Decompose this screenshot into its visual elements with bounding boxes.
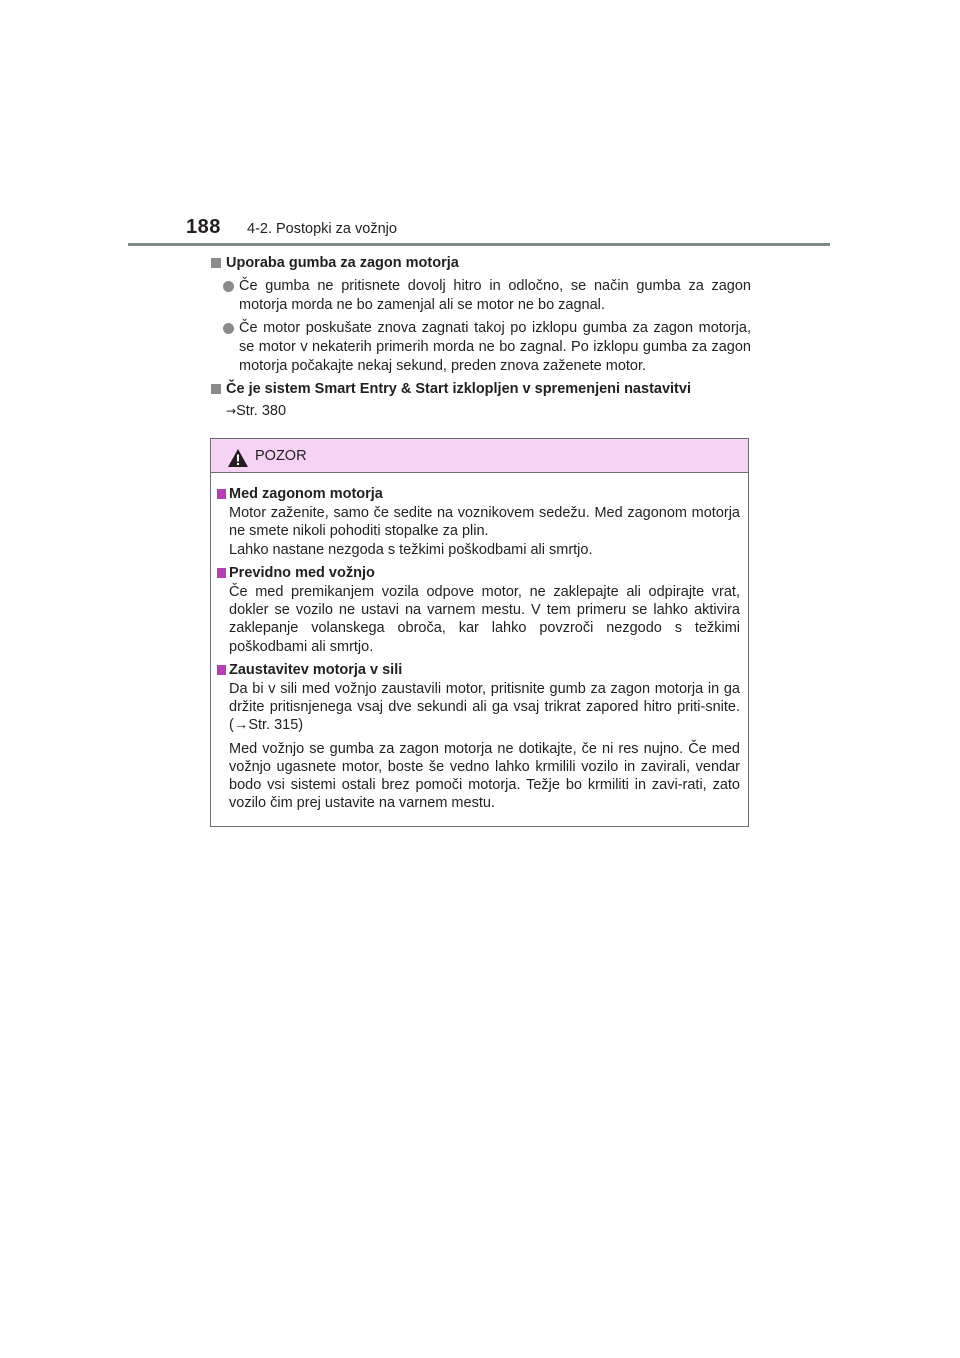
square-bullet-icon bbox=[217, 489, 226, 499]
square-bullet-icon bbox=[211, 384, 221, 394]
section-heading: Uporaba gumba za zagon motorja bbox=[211, 254, 751, 273]
list-item: Če motor poskušate znova zagnati takoj po izklopu gumba za zagon motorja, se motor v nekaterih primerih morda ne bo zagnal. Po izklopu gumba za zagon motorja počakajte nekaj sekund, preden znova zaženete motor. bbox=[211, 319, 751, 376]
warning-paragraph: Če med premikanjem vozila odpove motor, ne zaklepajte ali odpirajte vrat, dokler se vozilo ne ustavi na varnem mestu. V tem primeru se lahko aktivira zaklepanje volanskega obroča, kar lahko povzroči nezgodo s težkimi poškodbami ali smrtjo. bbox=[229, 584, 740, 655]
warning-heading: Med zagonom motorja bbox=[217, 485, 740, 503]
square-bullet-icon bbox=[217, 665, 226, 675]
list-item: Če gumba ne pritisnete dovolj hitro in odločno, se način gumba za zagon motorja morda ne bo zamenjal ali se motor ne bo zagnal. bbox=[211, 277, 751, 315]
arrow-right-icon: → bbox=[226, 404, 237, 418]
warning-heading: Zaustavitev motorja v sili bbox=[217, 661, 740, 679]
section-heading: Če je sistem Smart Entry & Start izklopljen v spremenjeni nastavitvi bbox=[211, 380, 751, 399]
page-number: 188 bbox=[186, 216, 221, 238]
warning-box bbox=[210, 438, 749, 827]
main-content bbox=[211, 254, 751, 421]
warning-heading: Previdno med vožnjo bbox=[217, 564, 740, 582]
warning-label: POZOR bbox=[255, 448, 307, 464]
header-divider bbox=[128, 243, 830, 246]
square-bullet-icon bbox=[217, 568, 226, 578]
warning-paragraph: Med vožnjo se gumba za zagon motorja ne dotikajte, če ni res nujno. Če med vožnjo ugasnete motor, boste še vedno lahko krmilili vozilo in zavirali, vendar bodo vsi sistemi ostali brez pomoči motorja. Težje bo krmiliti in zavi-rati, zato vozilo čim prej ustavite na varnem mestu. bbox=[229, 740, 740, 812]
section-title: 4-2. Postopki za vožnjo bbox=[247, 221, 397, 237]
page-reference-link[interactable]: →Str. 380 bbox=[226, 403, 287, 419]
circle-bullet-icon bbox=[223, 281, 234, 292]
warning-header bbox=[211, 439, 748, 473]
warning-body bbox=[217, 485, 740, 817]
circle-bullet-icon bbox=[223, 323, 234, 334]
warning-paragraph: Motor zaženite, samo če sedite na voznikovem sedežu. Med zagonom motorja ne smete nikoli pohoditi stopalke za plin. Lahko nastane nezgoda s težkimi poškodbami ali smrtjo. bbox=[229, 505, 740, 558]
warning-paragraph: Da bi v sili med vožnjo zaustavili motor, pritisnite gumb za zagon motorja in ga držite pritisnjenega vsaj dve sekundi ali ga vsaj trikrat zapored hitro priti-snite. (→Str. 315) bbox=[229, 681, 740, 734]
warning-triangle-icon bbox=[227, 448, 249, 468]
square-bullet-icon bbox=[211, 258, 221, 268]
